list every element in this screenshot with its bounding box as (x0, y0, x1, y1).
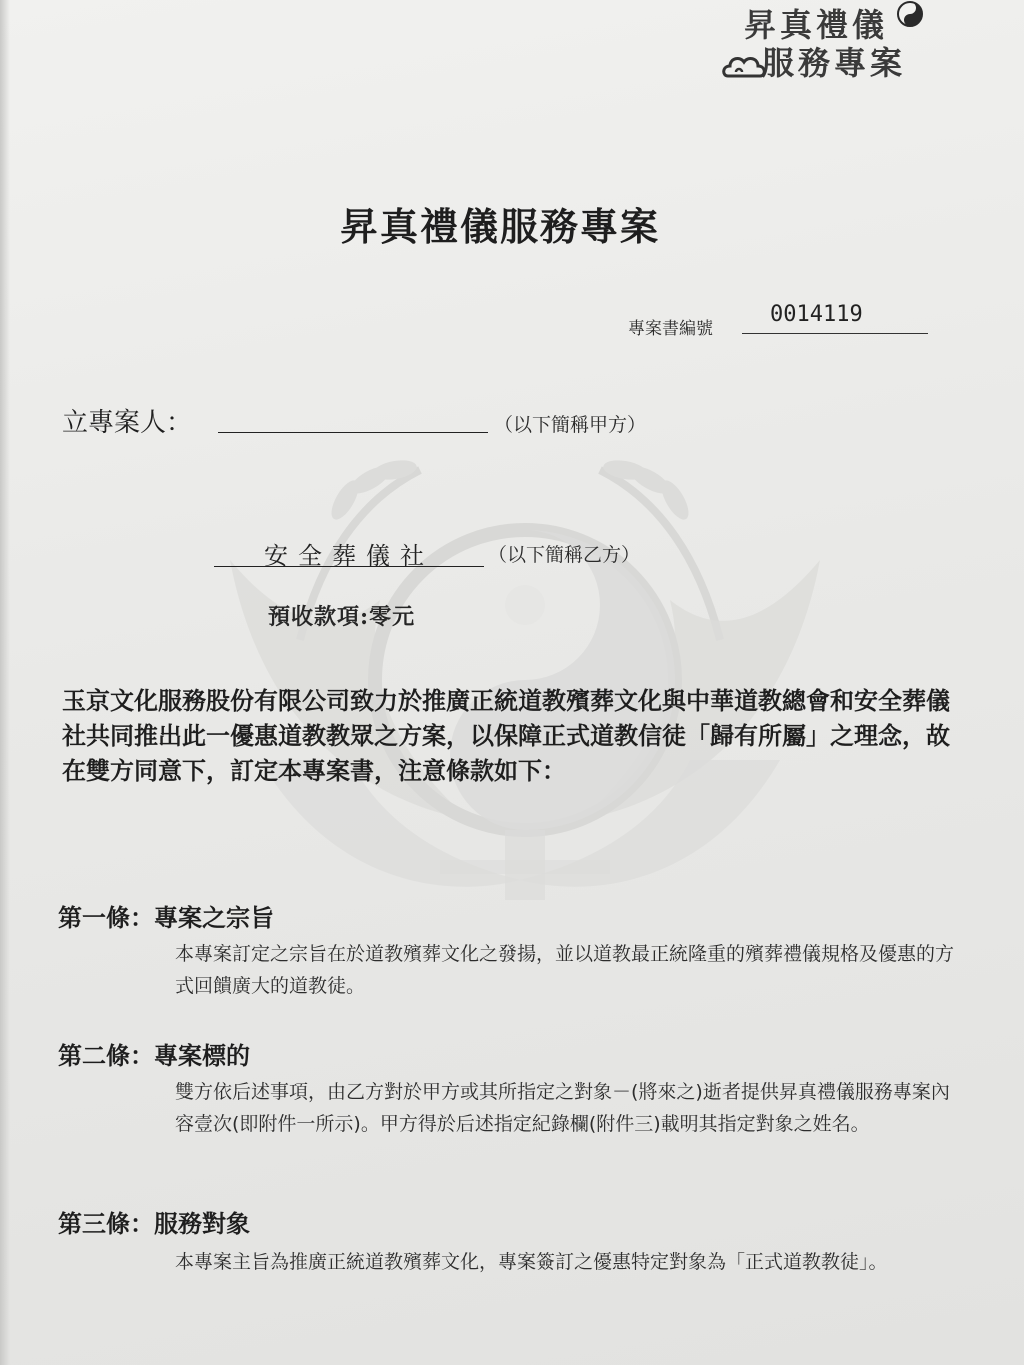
cloud-icon (722, 50, 768, 84)
article-1-title: 專案之宗旨 (154, 904, 274, 932)
party-a-note: （以下簡稱甲方） (494, 414, 647, 436)
article-1-number: 第一條： (58, 904, 154, 932)
logo-text-line1: 昇真禮儀 (744, 6, 889, 44)
prepaid-amount: 預收款項:零元 (268, 604, 416, 630)
doc-number-field[interactable]: 0014119 (742, 302, 928, 334)
party-b-note: （以下簡稱乙方） (488, 544, 641, 566)
article-1-body: 本專案訂定之宗旨在於道教殯葬文化之發揚，並以道教最正統隆重的殯葬禮儀規格及優惠的方式回饋廣大的道教徒。 (175, 943, 955, 997)
party-b-field[interactable]: 安全葬儀社 (214, 536, 484, 567)
page-title: 昇真禮儀服務專案 (339, 205, 660, 249)
party-a-label: 立專案人： (62, 408, 193, 438)
party-a-field[interactable] (218, 432, 488, 433)
article-3-body: 本專案主旨為推廣正統道教殯葬文化，專案簽訂之優惠特定對象為「正式道教教徒」。 (175, 1251, 888, 1273)
doc-number-label: 專案書編號 (628, 319, 713, 339)
logo-text-line2: 服務專案 (762, 44, 907, 82)
article-2-number: 第二條： (58, 1042, 154, 1070)
intro-paragraph: 玉京文化服務股份有限公司致力於推廣正統道教殯葬文化與中華道教總會和安全葬儀社共同推出此一優惠道教教眾之方案，以保障正式道教信徒「歸有所屬」之理念，故在雙方同意下，訂定本專案書，注意條款如下： (62, 687, 950, 785)
article-3-heading (58, 1204, 250, 1239)
article-3-number: 第三條： (58, 1210, 154, 1238)
article-2-heading (58, 1036, 250, 1071)
article-1-heading (58, 898, 274, 933)
article-3-title: 服務對象 (154, 1210, 250, 1238)
article-2-body: 雙方依后述事項，由乙方對於甲方或其所指定之對象－(將來之)逝者提供昇真禮儀服務專案內容壹次(即附件一所示)。甲方得於后述指定紀錄欄(附件三)載明其指定對象之姓名。 (175, 1081, 950, 1135)
taiji-icon (896, 0, 924, 28)
article-2-title: 專案標的 (154, 1042, 250, 1070)
brand-logo (722, 0, 922, 90)
